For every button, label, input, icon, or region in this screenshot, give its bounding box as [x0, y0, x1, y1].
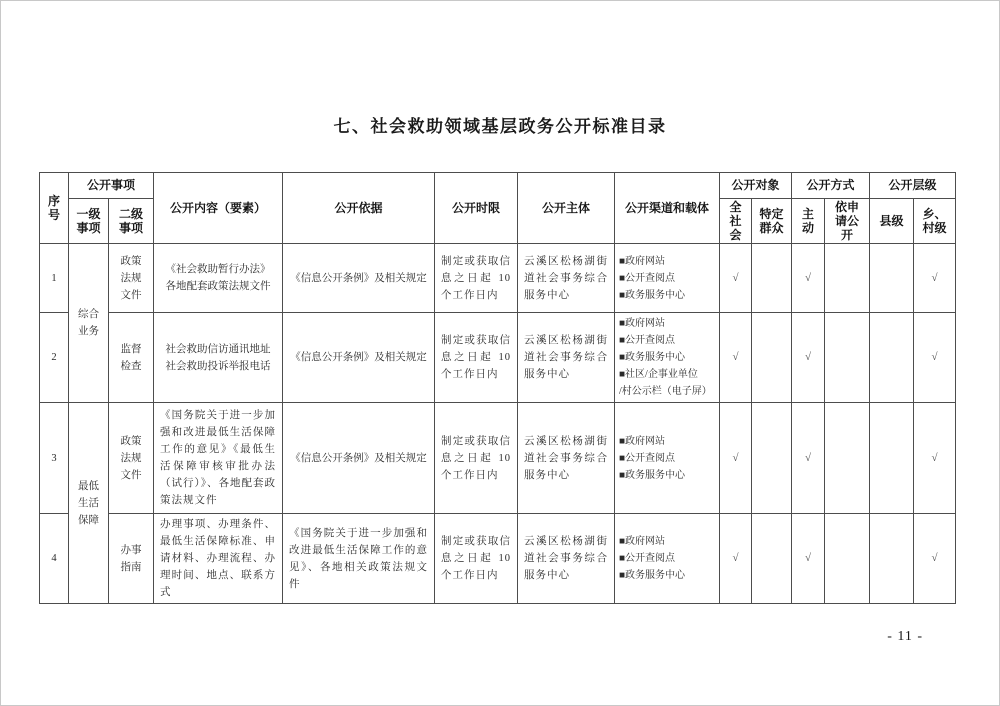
level2-cell: [109, 403, 154, 514]
check-proactive: √: [792, 244, 825, 313]
cell-line: 社会救助信访通讯地址: [165, 343, 271, 355]
cell-line: 业务: [78, 326, 99, 338]
check-proactive: √: [792, 313, 825, 403]
cell-line: 县级: [879, 214, 904, 229]
cell-line: ■政府网站: [619, 435, 666, 447]
seq-cell: 3: [40, 403, 69, 514]
check-specific-groups: [752, 403, 792, 514]
subject-cell: 云溪区松杨湖街道社会事务综合服务中心: [518, 403, 615, 514]
header-level: 公开层级: [870, 173, 956, 199]
check-whole-society: √: [720, 403, 752, 514]
cell-line: 最低: [78, 480, 99, 492]
check-upon-request: [825, 244, 870, 313]
header-county-level: [870, 199, 914, 244]
cell-line: 主: [802, 207, 815, 222]
check-upon-request: [825, 313, 870, 403]
seq-cell: 4: [40, 514, 69, 604]
check-whole-society: √: [720, 514, 752, 604]
cell-line: 文件: [120, 469, 142, 481]
cell-line: 乡、: [922, 207, 947, 222]
header-whole-society: [720, 199, 752, 244]
cell-line: 一级: [76, 207, 101, 222]
header-audience: 公开对象: [720, 173, 792, 199]
check-specific-groups: [752, 244, 792, 313]
channels-cell: [615, 403, 720, 514]
table-row: [40, 403, 956, 514]
level2-cell: [109, 313, 154, 403]
check-county: [870, 313, 914, 403]
cell-line: ■社区/企事业单位: [619, 369, 698, 381]
seq-cell: 2: [40, 313, 69, 403]
content-cell: 《国务院关于进一步加强和改进最低生活保障工作的意见》《最低生活保障审核审批办法（试行）》、各地配套政策法规文件: [154, 403, 283, 514]
header-time-limit: 公开时限: [435, 173, 518, 244]
check-proactive: √: [792, 514, 825, 604]
check-county: [870, 244, 914, 313]
check-upon-request: [825, 514, 870, 604]
subject-cell: 云溪区松杨湖街道社会事务综合服务中心: [518, 244, 615, 313]
basis-cell: 《信息公开条例》及相关规定: [283, 403, 435, 514]
cell-line: ■政务服务中心: [619, 352, 686, 364]
table-row: [40, 313, 956, 403]
check-proactive: √: [792, 403, 825, 514]
level2-cell: [109, 514, 154, 604]
content-cell: 办理事项、办理条件、最低生活保障标准、申请材料、办理流程、办理时间、地点、联系方式: [154, 514, 283, 604]
check-township: √: [914, 403, 956, 514]
header-level2-item: [109, 199, 154, 244]
check-township: √: [914, 244, 956, 313]
cell-line: 号: [47, 208, 60, 223]
cell-line: 法规: [120, 452, 142, 464]
cell-line: ■政府网站: [619, 536, 666, 548]
header-channels: 公开渠道和载体: [615, 173, 720, 244]
header-seq: [40, 173, 69, 244]
cell-line: 各地配套政策法规文件: [165, 281, 271, 293]
cell-line: 生活: [78, 497, 99, 509]
table-body: [40, 244, 956, 604]
cell-line: 依申: [835, 200, 860, 214]
cell-line: 监督: [120, 343, 142, 355]
cell-line: 检查: [120, 360, 142, 372]
cell-line: ■政务服务中心: [619, 469, 686, 481]
time-cell: 制定或获取信息之日起 10 个工作日内: [435, 313, 518, 403]
seq-cell: 1: [40, 244, 69, 313]
channels-cell: [615, 313, 720, 403]
page-title: 七、社会救助领域基层政务公开标准目录: [333, 117, 667, 136]
header-upon-request: [825, 199, 870, 244]
header-subject: 公开主体: [518, 173, 615, 244]
cell-line: 《社会救助暂行办法》: [165, 264, 271, 276]
cell-line: 村级: [922, 221, 947, 236]
cell-line: ■政务服务中心: [619, 289, 686, 301]
standards-table: [39, 172, 956, 604]
cell-line: 序: [47, 194, 60, 209]
check-county: [870, 403, 914, 514]
check-upon-request: [825, 403, 870, 514]
cell-line: ■公开查阅点: [619, 553, 676, 565]
check-whole-society: √: [720, 313, 752, 403]
table-header: [40, 173, 956, 244]
cell-line: ■政府网站: [619, 318, 666, 330]
channels-cell: [615, 244, 720, 313]
cell-line: 社: [729, 214, 742, 229]
table-row: [40, 514, 956, 604]
cell-line: 全: [729, 200, 742, 214]
page-number: - 11 -: [887, 629, 923, 644]
cell-line: ■公开查阅点: [619, 335, 676, 347]
header-level1-item: [69, 199, 109, 244]
cell-line: 社会救助投诉举报电话: [165, 360, 271, 372]
cell-line: 办事: [120, 544, 142, 556]
cell-line: 事项: [119, 221, 144, 236]
time-cell: 制定或获取信息之日起 10 个工作日内: [435, 514, 518, 604]
table-row: [40, 173, 956, 199]
cell-line: 请公: [835, 214, 860, 229]
cell-line: ■政府网站: [619, 255, 666, 267]
header-specific-groups: [752, 199, 792, 244]
cell-line: 文件: [120, 289, 142, 301]
cell-line: ■政务服务中心: [619, 570, 686, 582]
cell-line: 法规: [120, 272, 142, 284]
cell-line: 综合: [78, 309, 99, 321]
level1-cell: [69, 244, 109, 403]
cell-line: 特定: [759, 207, 784, 222]
cell-line: 保障: [78, 514, 99, 526]
subject-cell: 云溪区松杨湖街道社会事务综合服务中心: [518, 514, 615, 604]
header-basis: 公开依据: [283, 173, 435, 244]
channels-cell: [615, 514, 720, 604]
cell-line: 群众: [759, 221, 784, 236]
cell-line: 会: [729, 228, 742, 243]
header-disclosure-items: 公开事项: [69, 173, 154, 199]
header-township-village-level: [914, 199, 956, 244]
cell-line: 政策: [120, 435, 142, 447]
check-specific-groups: [752, 514, 792, 604]
content-cell: [154, 313, 283, 403]
time-cell: 制定或获取信息之日起 10 个工作日内: [435, 244, 518, 313]
cell-line: 开: [841, 228, 854, 243]
header-method: 公开方式: [792, 173, 870, 199]
cell-line: ■公开查阅点: [619, 272, 676, 284]
check-county: [870, 514, 914, 604]
header-proactive: [792, 199, 825, 244]
cell-line: /村公示栏（电子屏）: [619, 386, 712, 398]
basis-cell: 《信息公开条例》及相关规定: [283, 244, 435, 313]
basis-cell: 《国务院关于进一步加强和改进最低生活保障工作的意见》、各地相关政策法规文件: [283, 514, 435, 604]
level2-cell: [109, 244, 154, 313]
basis-cell: 《信息公开条例》及相关规定: [283, 313, 435, 403]
check-township: √: [914, 313, 956, 403]
subject-cell: 云溪区松杨湖街道社会事务综合服务中心: [518, 313, 615, 403]
content-cell: [154, 244, 283, 313]
cell-line: 指南: [120, 561, 142, 573]
table-row: [40, 244, 956, 313]
cell-line: 二级: [119, 207, 144, 222]
cell-line: 政策: [120, 255, 142, 267]
cell-line: ■公开查阅点: [619, 452, 676, 464]
check-specific-groups: [752, 313, 792, 403]
check-township: √: [914, 514, 956, 604]
time-cell: 制定或获取信息之日起 10 个工作日内: [435, 403, 518, 514]
header-content: 公开内容（要素）: [154, 173, 283, 244]
check-whole-society: √: [720, 244, 752, 313]
cell-line: 事项: [76, 221, 101, 236]
cell-line: 动: [802, 221, 815, 236]
level1-cell: [69, 403, 109, 604]
